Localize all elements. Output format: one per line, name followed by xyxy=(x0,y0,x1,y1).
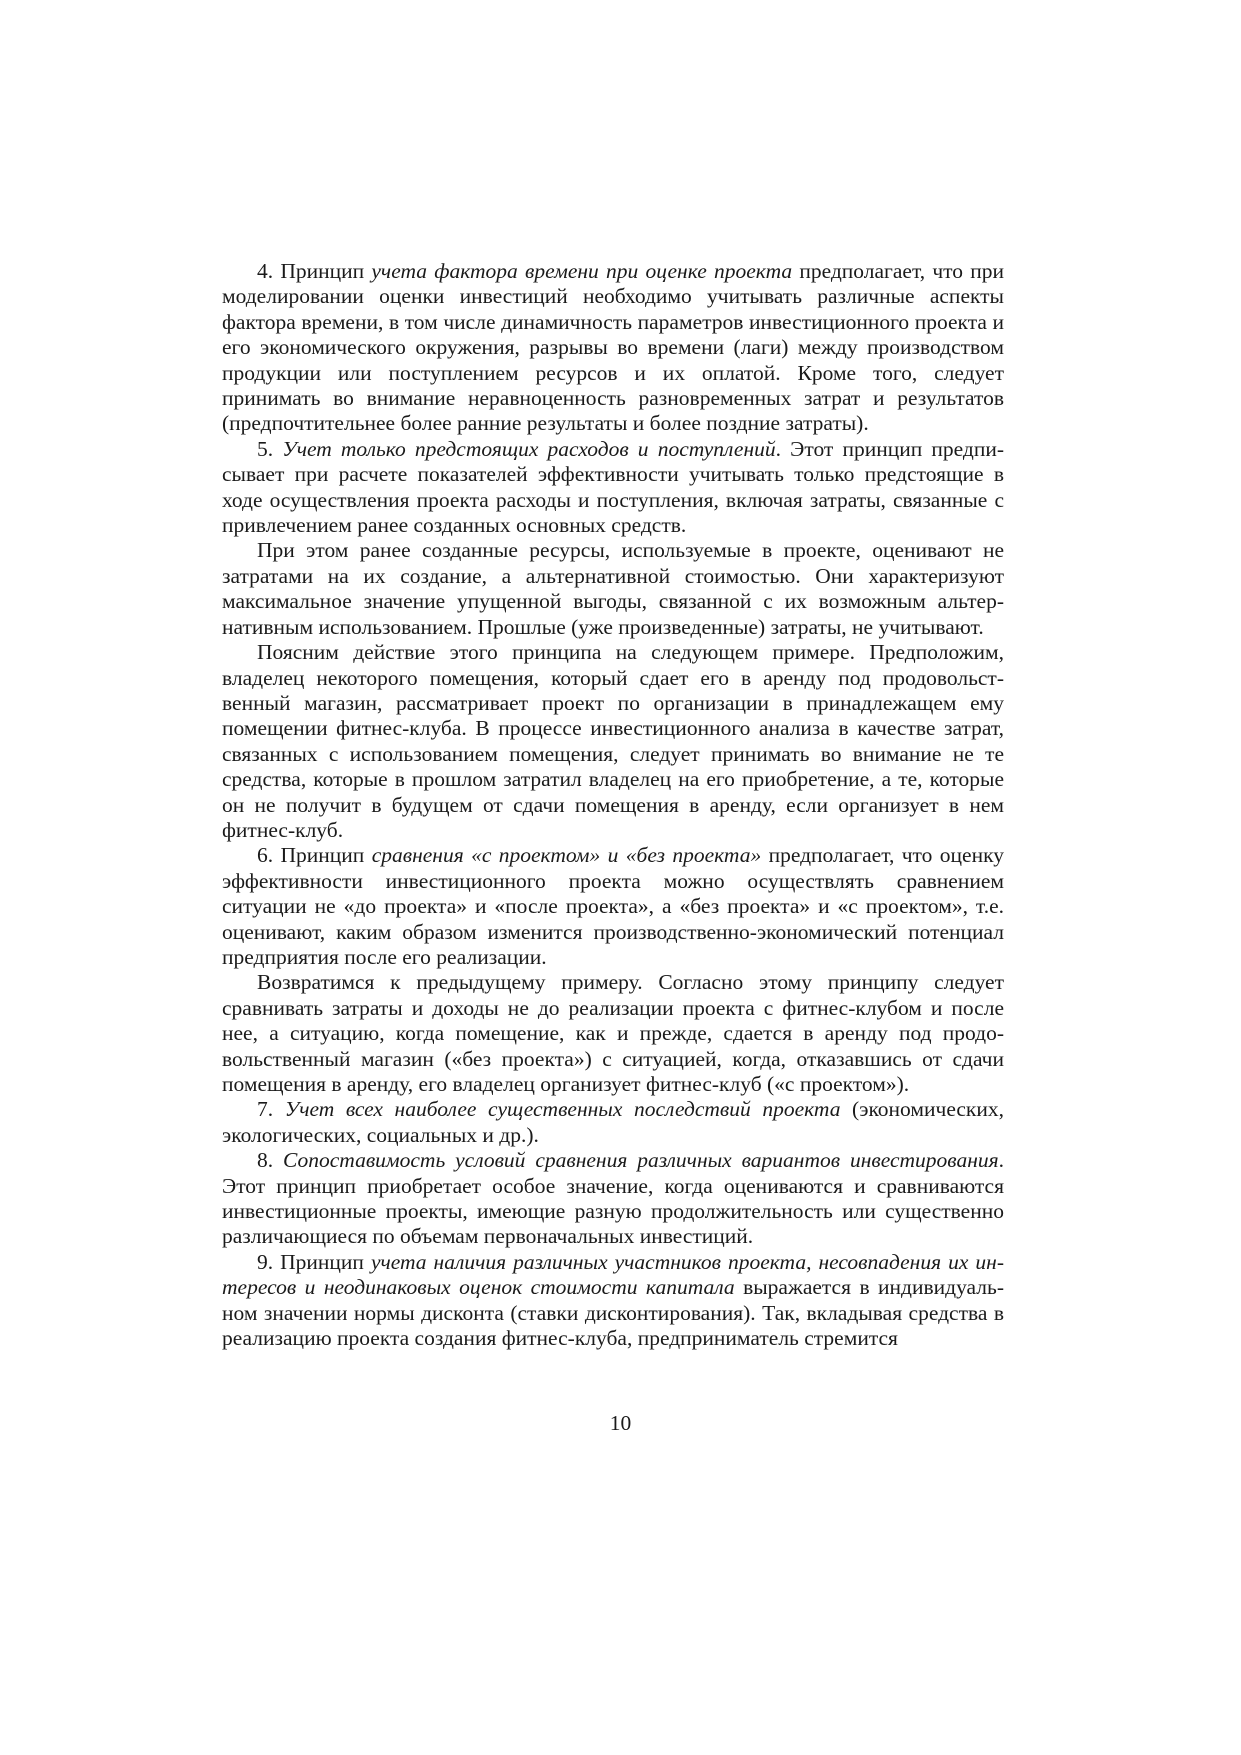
body-text xyxy=(222,259,1004,1351)
paragraph-example xyxy=(222,640,1004,843)
text-segment: выражается в индивидуальном значении нормы дисконта (ставки дисконтирования). Так, вкладывая средства в реализацию проекта создания фитнес-клуба, предприниматель стремится xyxy=(222,1275,1004,1351)
text-segment: предполагает, что оценку эффективности инвестиционного проекта можно осуществлять сравнением ситуации не «до проекта» и «после проекта», а «без проекта» и «с проектом», т.е. оценивают, каким образом изменится производственно-экономический потенциал предприятия после его реализации. xyxy=(222,843,1004,969)
text-segment: . Этот принцип приобретает особое значение, когда оцениваются и сравниваются инвестиционные проекты, имеющие разную продолжительность или существенно различающиеся по объемам первоначальных инвестиций. xyxy=(222,1148,1004,1249)
paragraph-principle-6 xyxy=(222,843,1004,970)
text-segment: 5. xyxy=(257,436,283,461)
text-segment: 4. Принцип xyxy=(257,259,372,283)
text-segment: 9. Принцип xyxy=(257,1249,371,1274)
text-segment: Поясним действие этого принципа на следующем примере. Предположим, владелец некоторого помещения, который сдает его в аренду под продовольственный магазин, рассматривает проект по организации в принадлежащем ему помещении фитнес-клуба. В процессе инвестиционного анализа в качестве затрат, связанных с использованием помещения, следует принимать во внимание не те средства, которые в прошлом затратил владелец на его приобретение, а те, которые он не получит в будущем от сдачи помещения в аренду, если организует в нем фитнес-клуб. xyxy=(222,640,1004,842)
page-number: 10 xyxy=(609,1411,632,1435)
paragraph-principle-4 xyxy=(222,259,1004,437)
text-segment: 6. Принцип xyxy=(257,843,372,868)
text-segment: 7. xyxy=(257,1097,285,1122)
italic-term: Учет всех наиболее существенных последствий проекта xyxy=(284,1097,841,1122)
paragraph-principle-7 xyxy=(222,1097,1004,1148)
italic-term: сравнения «с проектом» и «без проекта» xyxy=(371,843,762,868)
paragraph-alternative-cost xyxy=(222,538,1004,640)
text-segment: Возвратимся к предыдущему примеру. Согласно этому принципу следует сравнивать затраты и доходы не до реализации проекта с фитнес-клубом и после нее, а ситуацию, когда помещение, как и прежде, сдается в аренду под продовольственный магазин («без проекта») с ситуацией, когда, отказавшись от сдачи помещения в аренду, его владелец организует фитнес-клуб («с проектом»). xyxy=(222,970,1004,1096)
italic-term: Сопоставимость условий сравнения различных вариантов инвестирования xyxy=(283,1148,999,1173)
text-segment: При этом ранее созданные ресурсы, используемые в проекте, оценивают не затратами на их создание, а альтернативной стоимостью. Они характеризуют максимальное значение упущенной выгоды, связанной с их возможным альтернативным использованием. Прошлые (уже произведенные) затраты, не учитывают. xyxy=(222,538,1004,639)
text-segment: (экономических, экологических, социальных и др.). xyxy=(222,1097,1005,1147)
paragraph-example-return xyxy=(222,970,1004,1097)
italic-term: Учет только предстоящих расходов и поступлений xyxy=(282,436,776,461)
text-segment: . Этот принцип предписывает при расчете показателей эффективности учитывать только предстоящие в ходе осуществления проекта расходы и поступления, включая затраты, связанные с привлечением ранее созданных основных средств. xyxy=(222,436,1004,538)
text-segment: 8. xyxy=(257,1148,284,1173)
italic-term: учета наличия различных участников проекта, несовпадения их интересов и неодинаковых оценок стоимости капитала xyxy=(222,1249,1004,1300)
paragraph-principle-5 xyxy=(222,437,1004,539)
text-segment: предполагает, что при моделировании оценки инвестиций необходимо учитывать различные аспекты фактора времени, в том числе динамичность параметров инвестиционного проекта и его экономического окружения, разрывы во времени (лаги) между производством продукции или поступлением ресурсов и их оплатой. Кроме того, следует принимать во внимание неравноценность разновременных затрат и результатов (предпочтительнее более ранние результаты и более поздние затраты). xyxy=(222,259,1004,436)
paragraph-principle-8 xyxy=(222,1148,1004,1250)
italic-term: учета фактора времени при оценке проекта xyxy=(371,259,793,283)
paragraph-principle-9 xyxy=(222,1250,1004,1352)
